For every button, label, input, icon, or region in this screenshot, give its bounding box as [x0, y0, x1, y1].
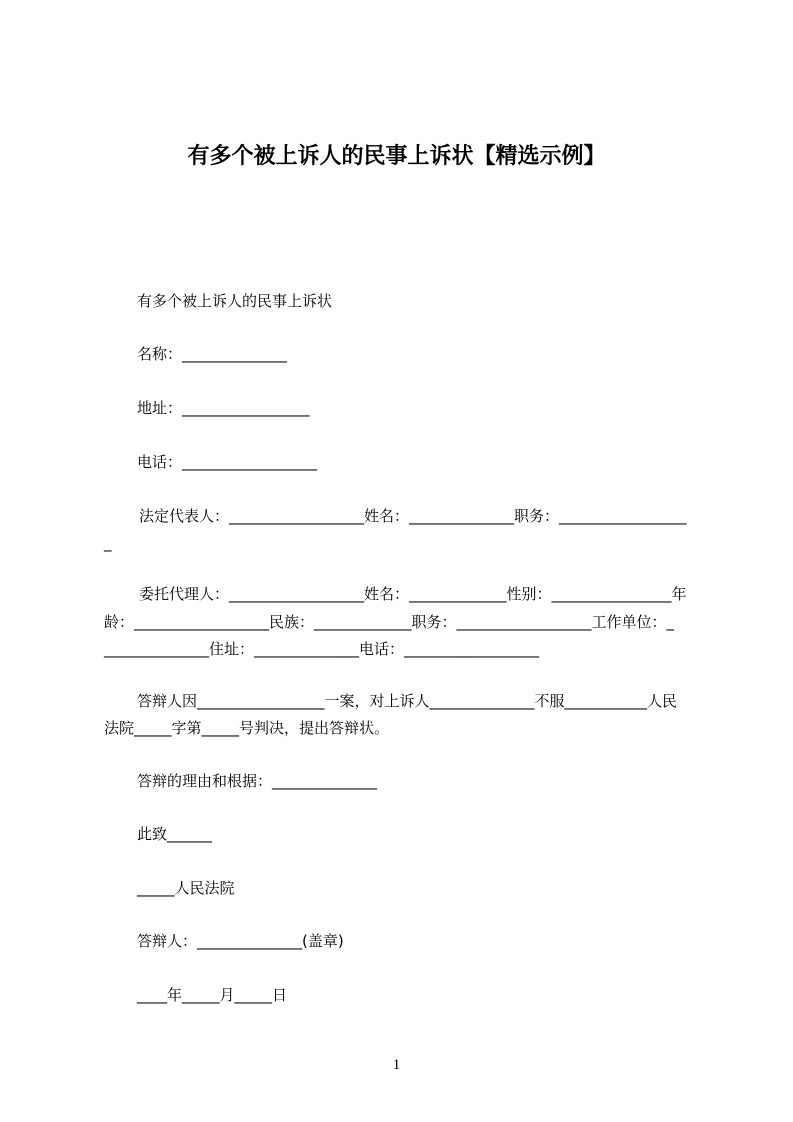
agent-line-2: 龄：__________________民族：_____________职务：__________________工作单位：_ — [104, 613, 675, 631]
agent-line-1: 委托代理人：__________________姓名：_____________性别：________________年 — [139, 585, 687, 603]
grounds-line: 答辩的理由和根据：______________ — [137, 772, 378, 790]
agent-line-3: ______________住址：______________电话：__________________ — [104, 640, 540, 658]
salutation-line: 此致______ — [137, 825, 213, 843]
court-line: _____人民法院 — [137, 879, 235, 897]
reason-line-1: 答辩人因_________________一案，对上诉人______________不服___________人民 — [137, 692, 678, 710]
document-title: 有多个被上诉人的民事上诉状【精选示例】 — [187, 144, 606, 169]
respondent-signature-line: 答辩人：______________(盖章) — [137, 932, 344, 950]
legal-rep-continuation-line: _ — [104, 534, 112, 552]
name-field-line: 名称：______________ — [137, 345, 288, 363]
phone-field-line: 电话：__________________ — [137, 453, 318, 471]
page-number: 1 — [392, 1057, 401, 1073]
date-line: ____年_____月_____日 — [137, 986, 288, 1004]
subtitle-line: 有多个被上诉人的民事上诉状 — [137, 292, 333, 310]
legal-rep-line: 法定代表人：__________________姓名：______________职务：_________________ — [139, 507, 687, 525]
address-field-line: 地址：_________________ — [137, 399, 310, 417]
reason-line-2: 法院_____字第_____号判决，提出答辩状。 — [104, 719, 390, 737]
